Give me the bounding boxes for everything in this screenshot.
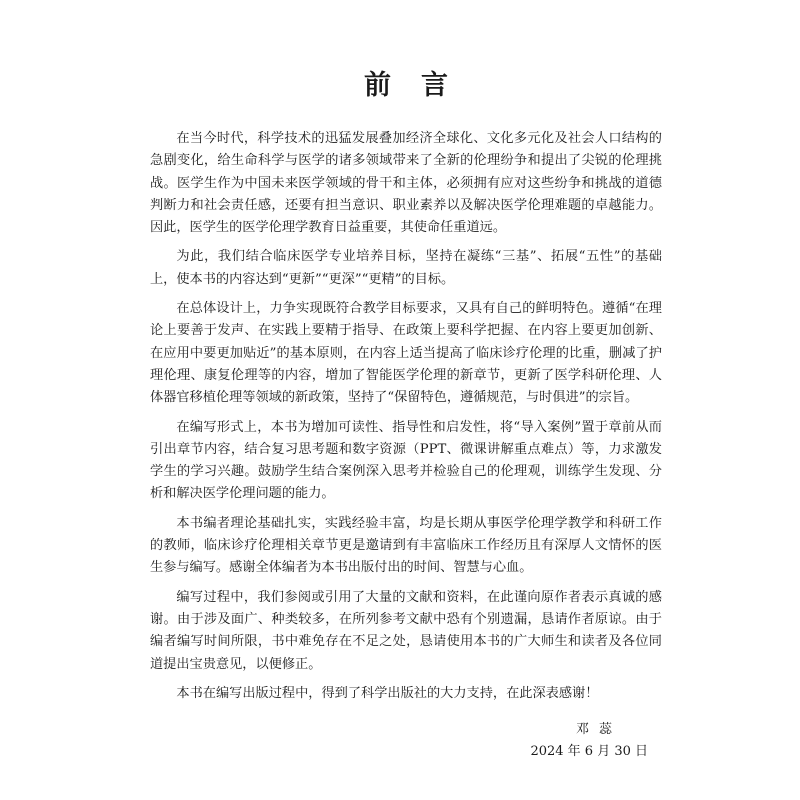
signature-date: 2024 年 6 月 30 日 bbox=[530, 744, 648, 760]
paragraph-3: 在总体设计上，力争实现既符合教学目标要求，又具有自己的鲜明特色。遵循“在理论上要善于发声、在实践上要精于指导、在政策上要科学把握、在内容上要更加创新、在应用中要更加贴近”的基本原则，在内容上适当提高了临床诊疗伦理的比重，删减了护理伦理、康复伦理等的内容，增加了智能医学伦理的新章节，更新了医学科研伦理、人体器官移植伦理等领域的新政策，坚持了“保留特色，遵循规范，与时俱进”的宗旨。 bbox=[150, 301, 662, 406]
paragraph-7: 本书在编写出版过程中，得到了科学出版社的大力支持，在此深表感谢！ bbox=[176, 685, 599, 701]
preface-page bbox=[150, 62, 662, 763]
signature-block bbox=[150, 719, 662, 763]
paragraph-2: 为此，我们结合临床医学专业培养目标，坚持在凝练“三基”、拓展“五性”的基础上，使本书的内容达到“更新”“更深”“更精”的目标。 bbox=[150, 249, 662, 287]
paragraph-5: 本书编者理论基础扎实，实践经验丰富，均是长期从事医学伦理学教学和科研工作的教师，临床诊疗伦理相关章节更是邀请到有丰富临床工作经历且有深厚人文情怀的医生参与编写。感谢全体编者为本书出版付出的时间、智慧与心血。 bbox=[150, 515, 662, 576]
page-title: 前言 bbox=[364, 70, 478, 101]
paragraph-4: 在编写形式上，本书为增加可读性、指导性和启发性，将“导入案例”置于章前从而引出章节内容，结合复习思考题和数字资源（PPT、微课讲解重点难点）等，力求激发学生的学习兴趣。鼓励学生结合案例深入思考并检验自己的伦理观，训练学生发现、分析和解决医学伦理问题的能力。 bbox=[150, 419, 662, 502]
preface-body bbox=[150, 128, 662, 705]
paragraph-1: 在当今时代，科学技术的迅猛发展叠加经济全球化、文化多元化及社会人口结构的急剧变化，给生命科学与医学的诸多领域带来了全新的伦理纷争和提出了尖锐的伦理挑战。医学生作为中国未来医学领域的骨干和主体，必须拥有应对这些纷争和挑战的道德判断力和社会责任感，还要有担当意识、职业素养以及解决医学伦理难题的卓越能力。因此，医学生的医学伦理学教育日益重要，其使命任重道远。 bbox=[150, 131, 662, 236]
paragraph-6: 编写过程中，我们参阅或引用了大量的文献和资料，在此谨向原作者表示真诚的感谢。由于涉及面广、种类较多，在所列参考文献中恐有个别遗漏，恳请作者原谅。由于编者编写时间所限，书中难免存在不足之处，恳请使用本书的广大师生和读者及各位同道提出宝贵意见，以便修正。 bbox=[150, 589, 662, 672]
author-name: 邓蕊 bbox=[575, 722, 622, 738]
